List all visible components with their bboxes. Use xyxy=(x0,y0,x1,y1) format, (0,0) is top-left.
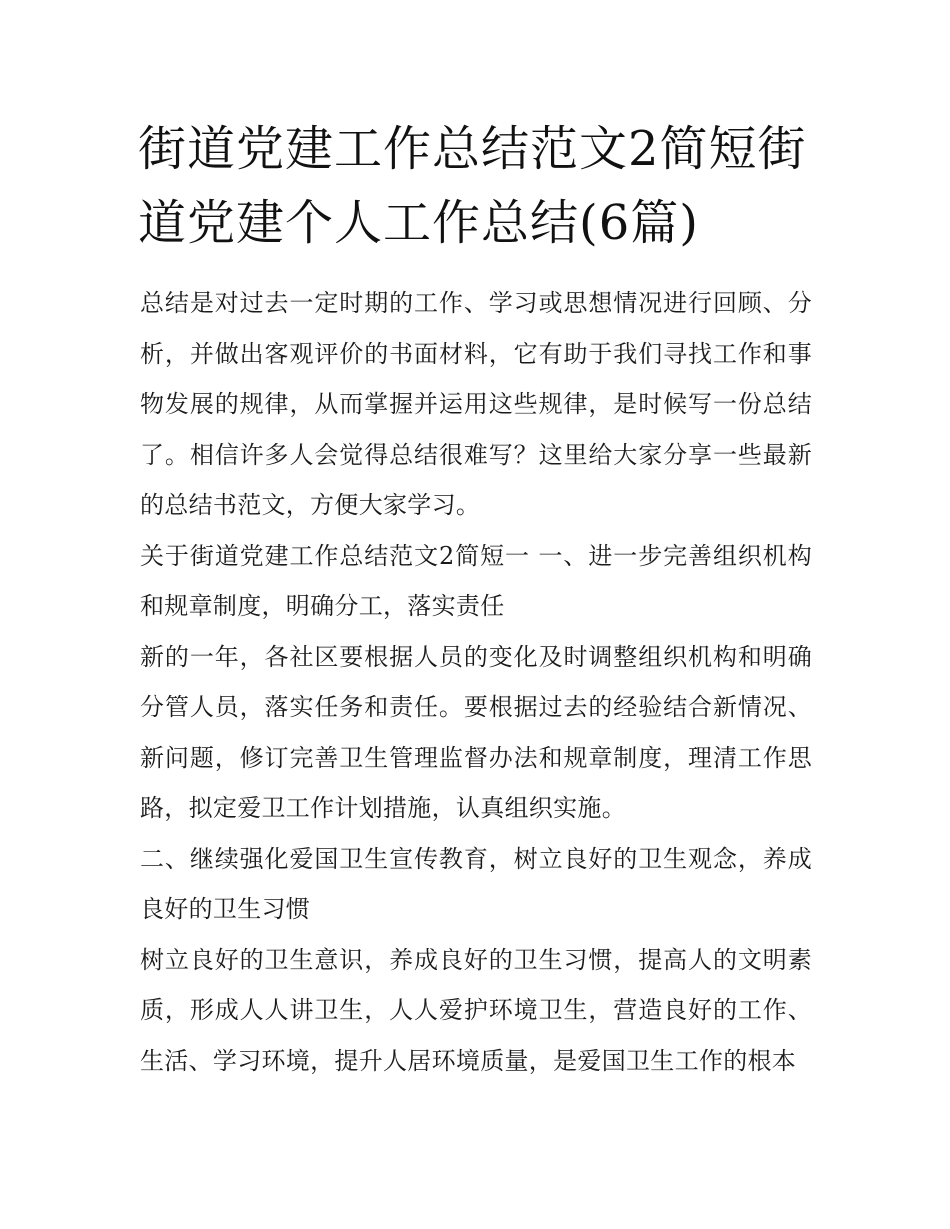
section-two-paragraph: 树立良好的卫生意识，养成良好的卫生习惯，提高人的文明素质，形成人人讲卫生，人人爱护环境卫生，营造良好的工作、生活、学习环境，提升人居环境质量，是爱国卫生工作的根本 xyxy=(140,945,812,1075)
section-one-heading: 关于街道党建工作总结范文2简短一 一、进一步完善组织机构和规章制度，明确分工，落实责任 xyxy=(140,541,812,620)
document-title: 街道党建工作总结范文2简短街道党建个人工作总结(6篇) xyxy=(138,121,807,251)
section-two-heading: 二、继续强化爱国卫生宣传教育，树立良好的卫生观念，养成良好的卫生习惯 xyxy=(140,844,812,923)
intro-paragraph: 总结是对过去一定时期的工作、学习或思想情况进行回顾、分析，并做出客观评价的书面材料，它有助于我们寻找工作和事物发展的规律，从而掌握并运用这些规律，是时候写一份总结了。相信许多人会觉得总结很难写？这里给大家分享一些最新的总结书范文，方便大家学习。 xyxy=(140,289,812,519)
document-body xyxy=(140,278,812,1086)
section-one-paragraph: 新的一年，各社区要根据人员的变化及时调整组织机构和明确分管人员，落实任务和责任。要根据过去的经验结合新情况、新问题，修订完善卫生管理监督办法和规章制度，理清工作思路，拟定爱卫工作计划措施，认真组织实施。 xyxy=(140,642,812,822)
